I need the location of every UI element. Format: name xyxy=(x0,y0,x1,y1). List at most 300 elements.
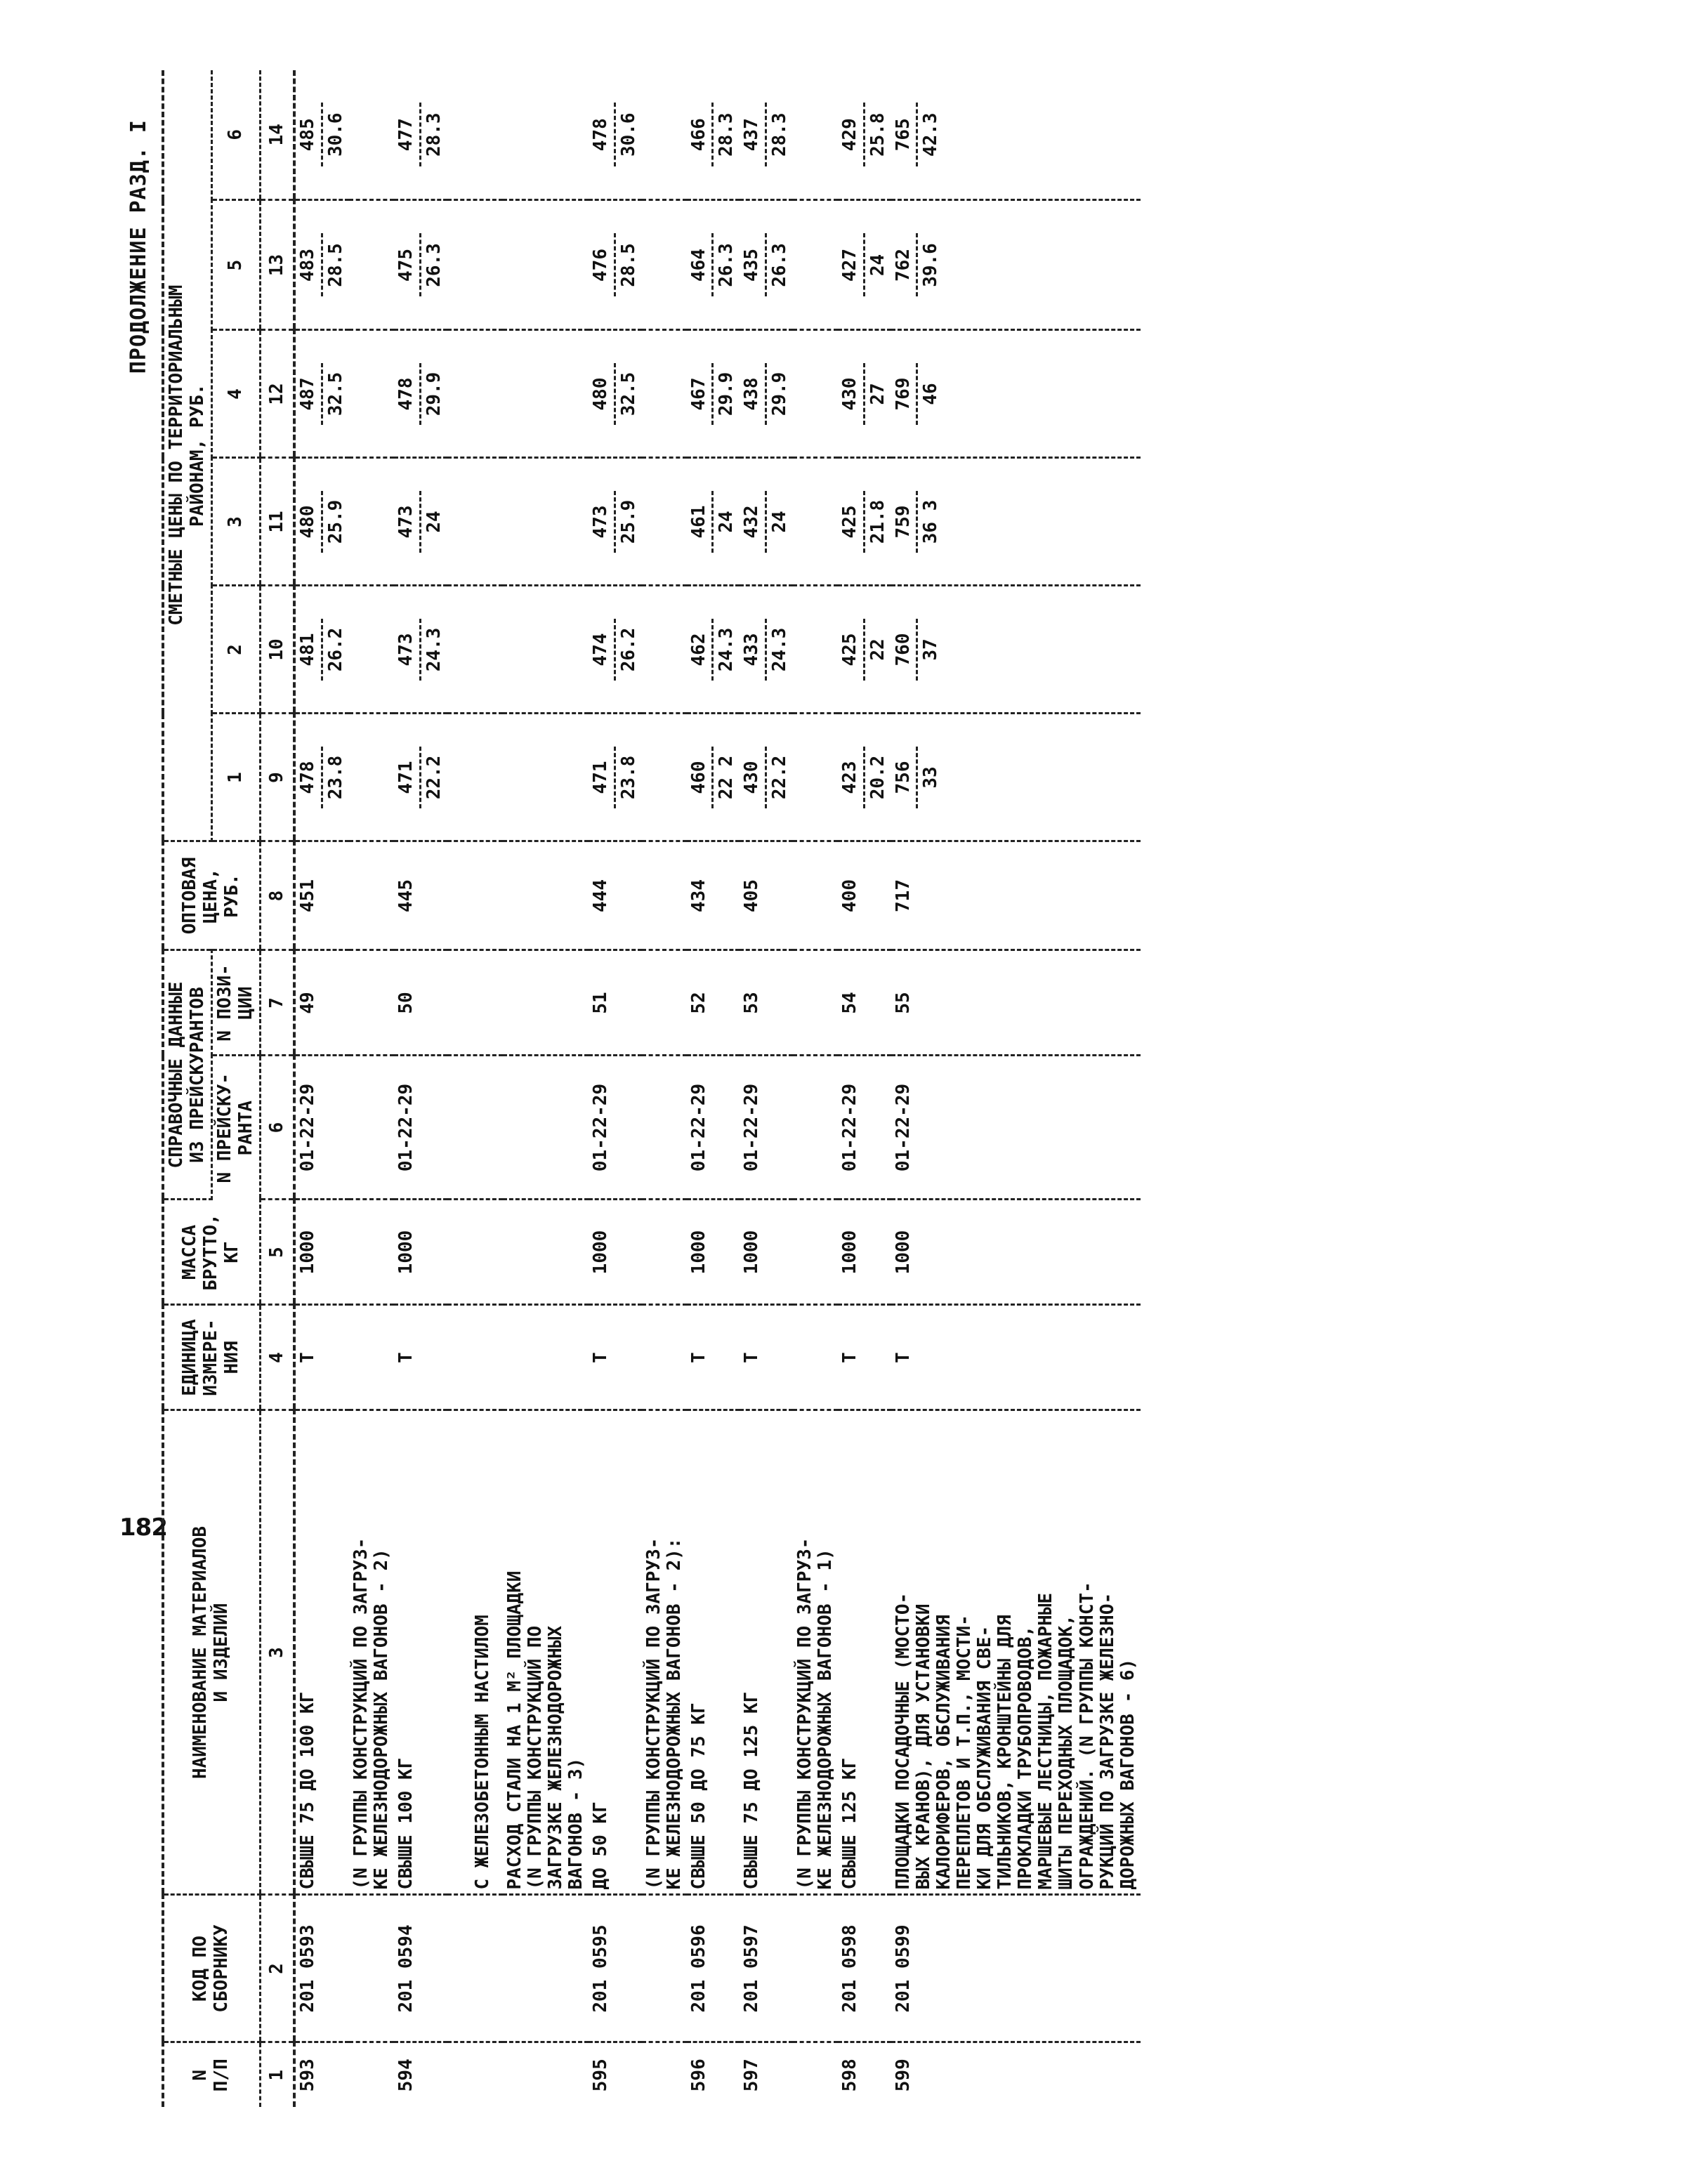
transport-cost: 25.9 xyxy=(325,499,347,544)
empty-cell xyxy=(349,330,394,458)
empty-cell xyxy=(447,458,503,586)
empty-cell xyxy=(793,70,838,200)
price-fraction xyxy=(396,615,444,685)
row-name: СВЫШЕ 75 ДО 125 КГ xyxy=(740,1410,792,1895)
price-value: 473 xyxy=(395,633,417,667)
transport-cost: 24.3 xyxy=(768,627,790,672)
fraction-bar xyxy=(711,619,714,681)
rotated-page xyxy=(126,70,1708,2107)
empty-cell xyxy=(447,2042,503,2107)
price-value: 485 xyxy=(297,118,319,152)
empty-cell xyxy=(793,586,838,714)
empty-cell xyxy=(793,1200,838,1305)
region-price-2 xyxy=(838,586,891,714)
empty-cell xyxy=(503,330,589,458)
transport-cost: 27 xyxy=(867,383,888,405)
empty-cell xyxy=(642,1200,687,1305)
price-value: 480 xyxy=(590,377,612,411)
fraction-bar xyxy=(711,747,714,808)
region-price-1 xyxy=(891,714,1141,841)
header-region-3: 3 xyxy=(211,458,260,586)
table-row xyxy=(891,70,1141,2107)
row-code: 201 0594 xyxy=(394,1895,447,2042)
fraction-bar xyxy=(614,747,616,808)
region-price-3 xyxy=(687,458,740,586)
fraction-bar xyxy=(765,233,767,296)
price-value: 464 xyxy=(688,249,709,282)
transport-cost: 24 xyxy=(768,511,790,533)
price-fraction xyxy=(591,359,638,429)
region-price-5 xyxy=(589,200,641,330)
header-region-5: 5 xyxy=(211,200,260,330)
empty-cell xyxy=(447,1200,503,1305)
fraction-bar xyxy=(863,233,865,296)
empty-cell xyxy=(642,714,687,841)
price-fraction xyxy=(689,487,737,557)
transport-cost: 36 3 xyxy=(920,499,942,544)
empty-cell xyxy=(793,458,838,586)
price-fraction xyxy=(396,359,444,429)
empty-cell xyxy=(349,458,394,586)
transport-cost: 25.9 xyxy=(617,499,639,544)
price-fraction xyxy=(298,615,346,685)
price-fraction xyxy=(742,487,789,557)
empty-cell xyxy=(642,200,687,330)
table-row xyxy=(294,70,348,2107)
empty-cell xyxy=(447,330,503,458)
price-value: 423 xyxy=(839,761,861,794)
row-unit: Т xyxy=(687,1305,740,1410)
empty-cell xyxy=(447,1895,503,2042)
region-price-4 xyxy=(394,330,447,458)
price-fraction xyxy=(298,98,346,171)
empty-cell xyxy=(349,200,394,330)
fraction-bar xyxy=(419,103,421,166)
column-number: 6 xyxy=(260,1056,294,1200)
header-region-2: 2 xyxy=(211,586,260,714)
empty-cell xyxy=(642,2042,687,2107)
transport-cost: 32.5 xyxy=(617,372,639,416)
fraction-bar xyxy=(614,233,616,296)
fraction-bar xyxy=(711,103,714,166)
empty-cell xyxy=(503,1200,589,1305)
fraction-bar xyxy=(419,491,421,553)
column-number: 2 xyxy=(260,1895,294,2042)
fraction-bar xyxy=(419,747,421,808)
row-mass: 1000 xyxy=(687,1200,740,1305)
column-number: 10 xyxy=(260,586,294,714)
group-note: (N ГРУППЫ КОНСТРУКЦИЙ ПО ЗАГРУЗ- КЕ ЖЕЛЕЗНОДОРОЖНЫХ ВАГОНОВ - 1) xyxy=(793,1410,838,1895)
page-number: 182 xyxy=(119,1513,167,1542)
transport-cost: 23.8 xyxy=(325,755,347,800)
fraction-bar xyxy=(419,619,421,681)
price-fraction xyxy=(689,742,737,813)
empty-cell xyxy=(793,330,838,458)
row-code: 201 0593 xyxy=(294,1895,348,2042)
transport-cost: 24 xyxy=(867,254,888,277)
empty-cell xyxy=(349,1895,394,2042)
row-number: 599 xyxy=(892,2058,914,2092)
row-position: 49 xyxy=(294,950,348,1056)
row-position: 54 xyxy=(838,950,891,1056)
row-wholesale-price: 434 xyxy=(687,841,740,950)
row-name: ДО 50 КГ xyxy=(589,1410,641,1895)
transport-cost: 22 xyxy=(867,638,888,661)
region-price-6 xyxy=(838,70,891,200)
transport-cost: 33 xyxy=(920,766,942,789)
region-price-4 xyxy=(687,330,740,458)
row-position: 51 xyxy=(589,950,641,1056)
price-value: 430 xyxy=(839,377,861,411)
empty-cell xyxy=(447,950,503,1056)
price-fraction xyxy=(689,98,737,171)
region-price-3 xyxy=(891,458,1141,586)
region-price-6 xyxy=(687,70,740,200)
header-region-1: 1 xyxy=(211,714,260,841)
transport-cost: 24 xyxy=(423,511,445,533)
transport-cost: 21.8 xyxy=(867,499,888,544)
table-row xyxy=(687,70,740,2107)
price-value: 474 xyxy=(590,633,612,667)
price-fraction xyxy=(298,487,346,557)
fraction-bar xyxy=(614,363,616,425)
region-price-4 xyxy=(589,330,641,458)
price-value: 425 xyxy=(839,633,861,667)
region-price-4 xyxy=(838,330,891,458)
price-value: 435 xyxy=(741,249,763,282)
empty-cell xyxy=(349,950,394,1056)
region-price-5 xyxy=(394,200,447,330)
column-number: 9 xyxy=(260,714,294,841)
transport-cost: 24 xyxy=(716,511,737,533)
empty-cell xyxy=(793,950,838,1056)
row-name: СВЫШЕ 100 КГ xyxy=(394,1410,447,1895)
region-price-3 xyxy=(589,458,641,586)
price-value: 471 xyxy=(590,761,612,794)
price-fraction xyxy=(742,229,789,301)
header-mass: МАССА БРУТТО, КГ xyxy=(163,1200,260,1305)
region-price-2 xyxy=(740,586,792,714)
price-value: 759 xyxy=(892,505,914,539)
empty-cell xyxy=(503,1895,589,2042)
price-fraction xyxy=(689,615,737,685)
price-fraction xyxy=(591,615,638,685)
region-price-1 xyxy=(687,714,740,841)
row-unit: Т xyxy=(740,1305,792,1410)
fraction-bar xyxy=(916,747,918,808)
group-note-row xyxy=(642,70,687,2107)
row-mass: 1000 xyxy=(838,1200,891,1305)
price-value: 769 xyxy=(892,377,914,411)
region-price-5 xyxy=(294,200,348,330)
empty-cell xyxy=(793,2042,838,2107)
price-value: 762 xyxy=(892,249,914,282)
empty-cell xyxy=(447,200,503,330)
price-value: 756 xyxy=(892,761,914,794)
region-price-1 xyxy=(740,714,792,841)
fraction-bar xyxy=(321,619,323,681)
region-price-5 xyxy=(891,200,1141,330)
section-subheading-row xyxy=(447,70,503,2107)
price-fraction xyxy=(591,742,638,813)
fraction-bar xyxy=(321,747,323,808)
price-value: 430 xyxy=(741,761,763,794)
fraction-bar xyxy=(916,233,918,296)
header-unit: ЕДИНИЦА ИЗМЕРЕ- НИЯ xyxy=(163,1305,260,1410)
empty-cell xyxy=(503,2042,589,2107)
price-value: 476 xyxy=(590,249,612,282)
empty-cell xyxy=(447,586,503,714)
transport-cost: 24.3 xyxy=(716,627,737,672)
region-price-4 xyxy=(891,330,1141,458)
row-code: 201 0595 xyxy=(589,1895,641,2042)
row-number: 598 xyxy=(839,2058,861,2092)
group-note-row xyxy=(503,70,589,2107)
row-code: 201 0597 xyxy=(740,1895,792,2042)
price-fraction xyxy=(893,229,941,301)
region-price-3 xyxy=(740,458,792,586)
price-fraction xyxy=(396,487,444,557)
empty-cell xyxy=(793,1056,838,1200)
column-number-row xyxy=(260,70,294,2107)
price-fraction xyxy=(298,742,346,813)
fraction-bar xyxy=(916,363,918,425)
transport-cost: 32.5 xyxy=(325,372,347,416)
price-value: 437 xyxy=(741,118,763,152)
transport-cost: 39.6 xyxy=(920,243,942,287)
header-region-4: 4 xyxy=(211,330,260,458)
row-mass: 1000 xyxy=(394,1200,447,1305)
row-name: ПЛОЩАДКИ ПОСАДОЧНЫЕ (МОСТО- ВЫХ КРАНОВ), ДЛЯ УСТАНОВКИ КАЛОРИФЕРОВ, ОБСЛУЖИВАНИЯ ПЕРЕПЛЕТОВ И Т.П., МОСТИ- КИ ДЛЯ ОБСЛУЖИВАНИЯ СВЕ- ТИЛЬНИКОВ, КРОНШТЕЙНЫ ДЛЯ ПРОКЛАДКИ ТРУБОПРОВОДОВ, МАРШЕВЫЕ ЛЕСТНИЦЫ, ПОЖАРНЫЕ ШИТЫ ПЕРЕХОДНЫХ ПЛОЩАДОК, ОГРАЖДЕНИЙ. (N ГРУППЫ КОНСТ- РУКЦИЙ ПО ЗАГРУЗКЕ ЖЕЛЕЗНО- ДОРОЖНЫХ ВАГОНОВ - 6) xyxy=(891,1410,1141,1895)
empty-cell xyxy=(349,714,394,841)
column-number: 8 xyxy=(260,841,294,950)
transport-cost: 46 xyxy=(920,383,942,405)
price-fraction xyxy=(742,615,789,685)
region-price-4 xyxy=(294,330,348,458)
region-price-3 xyxy=(394,458,447,586)
price-fraction xyxy=(840,742,888,813)
price-fraction xyxy=(893,359,941,429)
group-note: РАСХОД СТАЛИ НА 1 М² ПЛОЩАДКИ (N ГРУППЫ КОНСТРУКЦИЙ ПО ЗАГРУЗКЕ ЖЕЛЕЗНОДОРОЖНЫХ ВАГОНОВ - 3) xyxy=(503,1410,589,1895)
price-fraction xyxy=(840,359,888,429)
fraction-bar xyxy=(711,491,714,553)
region-price-6 xyxy=(740,70,792,200)
row-name: СВЫШЕ 125 КГ xyxy=(838,1410,891,1895)
region-price-6 xyxy=(394,70,447,200)
price-value: 765 xyxy=(892,118,914,152)
row-code: 201 0596 xyxy=(687,1895,740,2042)
table-body xyxy=(294,70,1140,2107)
transport-cost: 30.6 xyxy=(617,112,639,157)
header-reference-group: СПРАВОЧНЫЕ ДАННЫЕ ИЗ ПРЕЙСКУРАНТОВ xyxy=(163,950,211,1200)
price-value: 427 xyxy=(839,249,861,282)
row-wholesale-price: 405 xyxy=(740,841,792,950)
header-position: N ПОЗИ- ЦИИ xyxy=(211,950,260,1056)
fraction-bar xyxy=(711,363,714,425)
price-fraction xyxy=(840,487,888,557)
table-header xyxy=(163,70,294,2107)
row-number: 594 xyxy=(395,2058,417,2092)
header-region-6: 6 xyxy=(211,70,260,200)
table-row xyxy=(838,70,891,2107)
transport-cost: 42.3 xyxy=(920,112,942,157)
fraction-bar xyxy=(321,103,323,166)
price-value: 483 xyxy=(297,249,319,282)
column-number: 3 xyxy=(260,1410,294,1895)
transport-cost: 28.5 xyxy=(617,243,639,287)
row-unit: Т xyxy=(294,1305,348,1410)
region-price-1 xyxy=(294,714,348,841)
fraction-bar xyxy=(916,491,918,553)
transport-cost: 23.8 xyxy=(617,755,639,800)
fraction-bar xyxy=(765,619,767,681)
price-fraction xyxy=(396,98,444,171)
row-unit: Т xyxy=(891,1305,1141,1410)
table-row xyxy=(394,70,447,2107)
row-number: 593 xyxy=(297,2058,319,2092)
region-price-2 xyxy=(589,586,641,714)
region-price-1 xyxy=(394,714,447,841)
empty-cell xyxy=(503,714,589,841)
fraction-bar xyxy=(321,491,323,553)
price-value: 473 xyxy=(590,505,612,539)
price-value: 461 xyxy=(688,505,709,539)
empty-cell xyxy=(349,2042,394,2107)
transport-cost: 29.9 xyxy=(423,372,445,416)
region-price-4 xyxy=(740,330,792,458)
price-fraction xyxy=(591,98,638,171)
price-fraction xyxy=(298,359,346,429)
transport-cost: 22.2 xyxy=(768,755,790,800)
empty-cell xyxy=(642,586,687,714)
price-fraction xyxy=(893,742,941,813)
transport-cost: 26.3 xyxy=(716,243,737,287)
column-number: 12 xyxy=(260,330,294,458)
row-position: 53 xyxy=(740,950,792,1056)
row-position: 52 xyxy=(687,950,740,1056)
empty-cell xyxy=(447,1305,503,1410)
price-value: 481 xyxy=(297,633,319,667)
column-number: 5 xyxy=(260,1200,294,1305)
empty-cell xyxy=(503,1056,589,1200)
price-fraction xyxy=(742,359,789,429)
table-row xyxy=(589,70,641,2107)
row-price-list: 01-22-29 xyxy=(740,1056,792,1200)
transport-cost: 30.6 xyxy=(325,112,347,157)
row-price-list: 01-22-29 xyxy=(838,1056,891,1200)
row-wholesale-price: 444 xyxy=(589,841,641,950)
row-wholesale-price: 717 xyxy=(891,841,1141,950)
fraction-bar xyxy=(863,363,865,425)
row-unit: Т xyxy=(589,1305,641,1410)
empty-cell xyxy=(349,1200,394,1305)
transport-cost: 25.8 xyxy=(867,112,888,157)
price-value: 467 xyxy=(688,377,709,411)
fraction-bar xyxy=(765,491,767,553)
price-value: 475 xyxy=(395,249,417,282)
region-price-6 xyxy=(891,70,1141,200)
row-unit: Т xyxy=(838,1305,891,1410)
column-number: 11 xyxy=(260,458,294,586)
empty-cell xyxy=(349,586,394,714)
row-wholesale-price: 445 xyxy=(394,841,447,950)
empty-cell xyxy=(642,1056,687,1200)
column-number: 14 xyxy=(260,70,294,200)
region-price-5 xyxy=(838,200,891,330)
section-label: ПРОДОЛЖЕНИЕ РАЗД. I xyxy=(126,119,151,374)
price-value: 478 xyxy=(590,118,612,152)
price-value: 487 xyxy=(297,377,319,411)
region-price-1 xyxy=(838,714,891,841)
header-wholesale: ОПТОВАЯ ЦЕНА, РУБ. xyxy=(163,841,260,950)
transport-cost: 26.3 xyxy=(768,243,790,287)
empty-cell xyxy=(447,841,503,950)
region-price-2 xyxy=(891,586,1141,714)
price-table xyxy=(162,70,1141,2107)
empty-cell xyxy=(793,841,838,950)
empty-cell xyxy=(349,70,394,200)
price-fraction xyxy=(742,98,789,171)
transport-cost: 28.3 xyxy=(716,112,737,157)
empty-cell xyxy=(503,841,589,950)
empty-cell xyxy=(642,70,687,200)
row-wholesale-price: 451 xyxy=(294,841,348,950)
fraction-bar xyxy=(711,233,714,296)
price-value: 471 xyxy=(395,761,417,794)
group-note: (N ГРУППЫ КОНСТРУКЦИЙ ПО ЗАГРУЗ- КЕ ЖЕЛЕЗНОДОРОЖНЫХ ВАГОНОВ - 2) xyxy=(349,1410,394,1895)
region-price-5 xyxy=(687,200,740,330)
price-fraction xyxy=(689,359,737,429)
fraction-bar xyxy=(863,747,865,808)
empty-cell xyxy=(642,1895,687,2042)
transport-cost: 29.9 xyxy=(716,372,737,416)
price-value: 460 xyxy=(688,761,709,794)
empty-cell xyxy=(349,1056,394,1200)
row-wholesale-price: 400 xyxy=(838,841,891,950)
empty-cell xyxy=(793,200,838,330)
transport-cost: 22.2 xyxy=(423,755,445,800)
fraction-bar xyxy=(916,103,918,166)
price-value: 432 xyxy=(741,505,763,539)
fraction-bar xyxy=(863,619,865,681)
price-value: 760 xyxy=(892,633,914,667)
price-value: 478 xyxy=(297,761,319,794)
price-fraction xyxy=(298,229,346,301)
empty-cell xyxy=(642,330,687,458)
empty-cell xyxy=(447,714,503,841)
fraction-bar xyxy=(614,491,616,553)
region-price-2 xyxy=(394,586,447,714)
region-price-2 xyxy=(294,586,348,714)
fraction-bar xyxy=(765,103,767,166)
row-code: 201 0598 xyxy=(838,1895,891,2042)
row-number: 595 xyxy=(590,2058,612,2092)
transport-cost: 22 2 xyxy=(716,755,737,800)
region-price-1 xyxy=(589,714,641,841)
row-mass: 1000 xyxy=(294,1200,348,1305)
empty-cell xyxy=(349,1305,394,1410)
price-value: 473 xyxy=(395,505,417,539)
region-price-2 xyxy=(687,586,740,714)
empty-cell xyxy=(642,841,687,950)
empty-cell xyxy=(793,714,838,841)
price-value: 462 xyxy=(688,633,709,667)
empty-cell xyxy=(642,950,687,1056)
group-note-row xyxy=(793,70,838,2107)
header-price-list: N ПРЕЙСКУ- РАНТА xyxy=(214,1072,256,1183)
price-fraction xyxy=(893,615,941,685)
section-subheading: С ЖЕЛЕЗОБЕТОННЫМ НАСТИЛОМ xyxy=(447,1410,503,1895)
